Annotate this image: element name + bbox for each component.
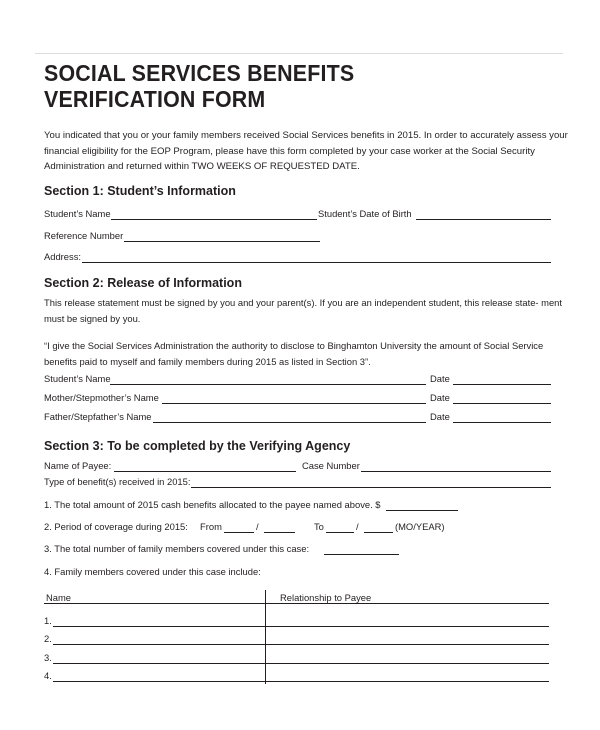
table-header-line: [44, 603, 549, 604]
student-name-row: [44, 208, 564, 222]
section3-title: Section 3: To be completed by the Verifying Agency: [44, 439, 351, 453]
release-note: This release statement must be signed by you and your parent(s). If you are an independent student, this release state- ment must be signed by you.: [44, 297, 563, 324]
to-year-field[interactable]: [364, 532, 393, 533]
row-2-number: 2.: [44, 633, 52, 644]
q3-count-field[interactable]: [324, 554, 399, 555]
reference-number-row: [44, 230, 564, 244]
col-name-header: Name: [46, 592, 72, 603]
q4-row: [44, 566, 564, 580]
payee-row: [44, 460, 564, 474]
release-student-name-field[interactable]: [110, 384, 426, 385]
table-column-divider: [265, 590, 266, 684]
from-slash: /: [256, 521, 259, 532]
student-dob-label: Student’s Date of Birth: [318, 208, 412, 219]
mother-name-field[interactable]: [162, 403, 426, 404]
to-label: To: [314, 521, 324, 532]
to-slash: /: [356, 521, 359, 532]
from-label: From: [200, 521, 222, 532]
benefit-type-field[interactable]: [191, 487, 551, 488]
mother-row: [44, 392, 564, 406]
form-title-line2: VERIFICATION FORM: [44, 86, 266, 112]
mother-date-field[interactable]: [453, 403, 551, 404]
q3-label: 3. The total number of family members covered under this case:: [44, 543, 310, 554]
q1-amount-field[interactable]: [386, 510, 458, 511]
to-month-field[interactable]: [326, 532, 354, 533]
form-title-line1: SOCIAL SERVICES BENEFITS: [44, 60, 355, 86]
student-name-field[interactable]: [111, 219, 317, 220]
case-number-field[interactable]: [361, 471, 551, 472]
q3-row: [44, 543, 564, 557]
benefit-type-label: Type of benefit(s) received in 2015:: [44, 476, 191, 487]
address-row: [44, 251, 564, 265]
family-members-table: [44, 590, 554, 690]
mo-year-label: (MO/YEAR): [395, 521, 445, 532]
q1-row: [44, 499, 564, 513]
section1-title: Section 1: Student’s Information: [44, 184, 236, 198]
q1-label: 1. The total amount of 2015 cash benefits allocated to the payee named above. $: [44, 499, 381, 510]
release-student-row: [44, 373, 564, 387]
benefit-type-row: [44, 476, 564, 490]
father-name-label: Father/Stepfather’s Name: [44, 411, 152, 422]
student-dob-field[interactable]: [416, 219, 551, 220]
mother-name-label: Mother/Stepmother’s Name: [44, 392, 159, 403]
release-student-date-field[interactable]: [453, 384, 551, 385]
row-3-field[interactable]: [53, 663, 549, 664]
col-relationship-header: Relationship to Payee: [280, 592, 372, 603]
form-title: [44, 60, 528, 112]
from-year-field[interactable]: [264, 532, 295, 533]
case-number-label: Case Number: [302, 460, 360, 471]
father-date-field[interactable]: [453, 422, 551, 423]
father-name-field[interactable]: [153, 422, 426, 423]
row-1-field[interactable]: [53, 626, 549, 627]
section2-title: Section 2: Release of Information: [44, 276, 242, 290]
intro-paragraph: You indicated that you or your family members received Social Services benefits in 2015. In order to accurately assess your financial eligibility for the EOP Program, please have this form completed by your case worker at the Social Security Administration and returned within TWO WEEKS OF REQUESTED DATE.: [44, 130, 568, 172]
reference-number-field[interactable]: [124, 241, 320, 242]
release-student-date-label: Date: [430, 373, 450, 384]
row-3-number: 3.: [44, 652, 52, 663]
release-student-name-label: Student’s Name: [44, 373, 111, 384]
row-4-number: 4.: [44, 670, 52, 681]
row-1-number: 1.: [44, 615, 52, 626]
mother-date-label: Date: [430, 392, 450, 403]
payee-field[interactable]: [114, 471, 296, 472]
top-divider: [35, 53, 563, 54]
from-month-field[interactable]: [224, 532, 254, 533]
q2-label: 2. Period of coverage during 2015:: [44, 521, 188, 532]
release-statement: “I give the Social Services Administration the authority to disclose to Binghamton University the amount of Social Service benefits paid to myself and family members during 2015 as listed in Section 3”.: [44, 340, 544, 367]
reference-number-label: Reference Number: [44, 230, 124, 241]
row-4-field[interactable]: [53, 681, 549, 682]
father-row: [44, 411, 564, 425]
student-name-label: Student’s Name: [44, 208, 111, 219]
q4-label: 4. Family members covered under this case include:: [44, 566, 261, 577]
payee-label: Name of Payee:: [44, 460, 112, 471]
father-date-label: Date: [430, 411, 450, 422]
row-2-field[interactable]: [53, 644, 549, 645]
address-field[interactable]: [82, 262, 551, 263]
q2-row: [44, 521, 564, 535]
address-label: Address:: [44, 251, 81, 262]
